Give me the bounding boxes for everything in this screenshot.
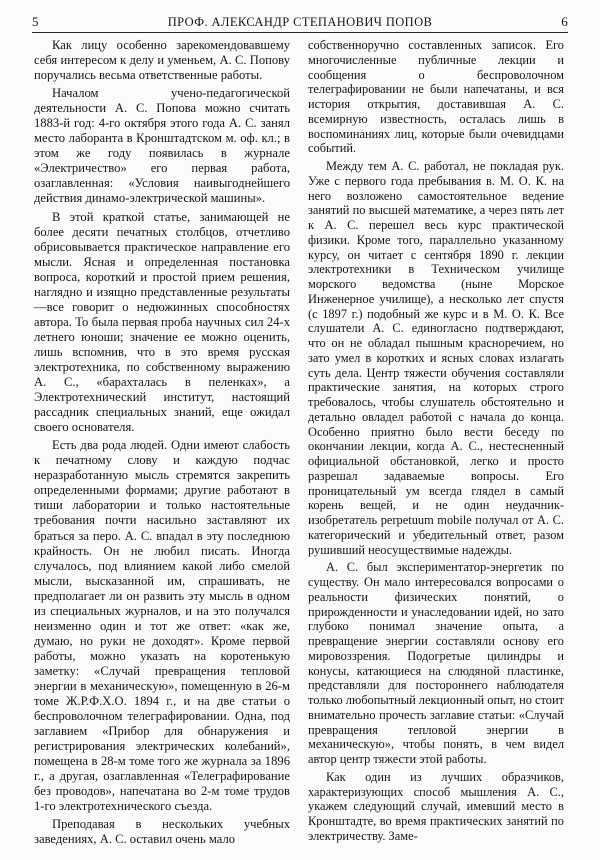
paragraph: Между тем А. С. работал, не покладая рук. Уже с первого года пребывания в. М. О. К. на него возложено самостоятельное ведение занятий по высшей математике, а через пять лет к А. С. перешел весь курс практической физики. Кроме того, параллельно указанному курсу, он читает с сентября 1890 г. лекции электротехники в Техническом училище морского ведомства (ныне Морское Инженерное училище), а несколько лет спустя (с 1897 г.) подобный же курс и в М. О. К. Все слушатели А. С. единогласно подтверждают, что он не обладал пышным красноречием, но зато умел в коротких и ясных словах излагать суть дела. Центр тяжести обучения составляли практические занятия, на которых строго требовалось, чтобы слушатель обстоятельно и детально овладел работой с начала до конца. Особенно приятно было вести беседу по окончании лекции, когда А. С., нестесненный официальной обстановкой, легко и просто разрешал задаваемые вопросы. Его проницательный ум всегда глядел в самый корень вещей, и не один неудачник-изобретатель perpetuum mobile получал от А. С. категорический и убедительный ответ, разом рушивший неосуществимые надежды. xyxy=(308,159,564,557)
right-column xyxy=(308,38,564,847)
running-header xyxy=(32,10,568,33)
paragraph: Есть два рода людей. Одни имеют слабость к печатному слову и каждую подчас неразработанную мысль стремятся закрепить определенными формами; другие работают в тиши лаборатории и только настоятельные требования почти насильно заставляют их браться за перо. А. С. впадал в эту последнюю крайность. Он не любил писать. Иногда случалось, под влиянием какой либо смелой мысли, высказанной им, спрашивать, не предполагает ли он развить эту мысль в одном из специальных журналов, и на это получался неизменно один и тот же ответ: «как же, думаю, но руки не доходят». Кроме первой работы, можно указать на коротенькую заметку: «Случай превращения тепловой энергии в механическую», помещенную в 26-м томе Ж.Р.Ф.Х.О. 1894 г., и на две статьи о беспроволочном телеграфировании. Одна, под заглавием «Прибор для обнаружения и регистрирования электрических колебаний», помещена в 28-м томе того же журнала за 1896 г., а другая, озаглавленная «Телеграфирование без проводов», напечатана во 2-м томе трудов 1-го электротехнического съезда. xyxy=(34,438,290,814)
paragraph-continuation: собственноручно составленных записок. Его многочисленные публичные лекции и сообщения о беспроволочном телеграфировании не были напечатаны, и вся история открытия, доставившая А. С. всемирную известность, осталась лишь в воспоминаниях лиц, которые были очевидцами событий. xyxy=(308,38,564,156)
left-column xyxy=(34,38,290,850)
paragraph: А. С. был экспериментатор-энергетик по существу. Он мало интересовался вопросами о реальности физических понятий, о прирожденности и унаследовании идей, но зато глубоко понимал значение опыта, а превращение энергии составляли основу его мировоззрения. Подогретые цилиндры и конусы, катающиеся на слюдяной пластинке, представляли для постороннего наблюдателя только любопытный лекционный опыт, но стоит внимательно прочесть заглавие статьи: «Случай превращения тепловой энергии в механическую», чтобы понять, в чем видел автор центр тяжести этой работы. xyxy=(308,560,565,766)
page-number-right: 6 xyxy=(561,14,568,29)
running-title: ПРОФ. АЛЕКСАНДР СТЕПАНОВИЧ ПОПОВ xyxy=(167,15,433,29)
page-number-left: 5 xyxy=(32,14,39,29)
paragraph: Началом учено-педагогической деятельности А. С. Попова можно считать 1883-й год: 4-го октября этого года А. С. занял место лаборанта в Кронштадтском м. оф. кл.; в этом же году появилась в журнале «Электричество» его первая работа, озаглавленная: «Условия наивыгоднейшего действия динамо-электрической машины». xyxy=(34,86,290,206)
paragraph: Как один из лучших образчиков, характеризующих способ мышления А. С., укажем следующий случай, имевший место в Кронштадте, во время практических занятий по электричеству. Заме- xyxy=(308,769,564,843)
paragraph: В этой краткой статье, занимающей не более десяти печатных столбцов, отчетливо обрисовывается практическое направление его мысли. Ясная и определенная постановка вопроса, короткий и простой прием решения, наглядно и изящно представленные результаты—все говорит о недюжинных способностях автора. То была первая проба научных сил 24-х летнего юноши; значение ее можно оценить, лишь вспомнив, что в это время русская электротехника, по собственному выражению А. С., «барахталась в пеленках», а Электротехнический институт, настоящий рассадник специальных знаний, еще ожидал своего основателя. xyxy=(34,209,290,435)
paragraph: Как лицу особенно зарекомендовавшему себя интересом к делу и уменьем, А. С. Попову поручались весьма ответственные работы. xyxy=(34,38,290,83)
paragraph: Преподавая в нескольких учебных заведениях, А. С. оставил очень мало xyxy=(34,817,290,847)
